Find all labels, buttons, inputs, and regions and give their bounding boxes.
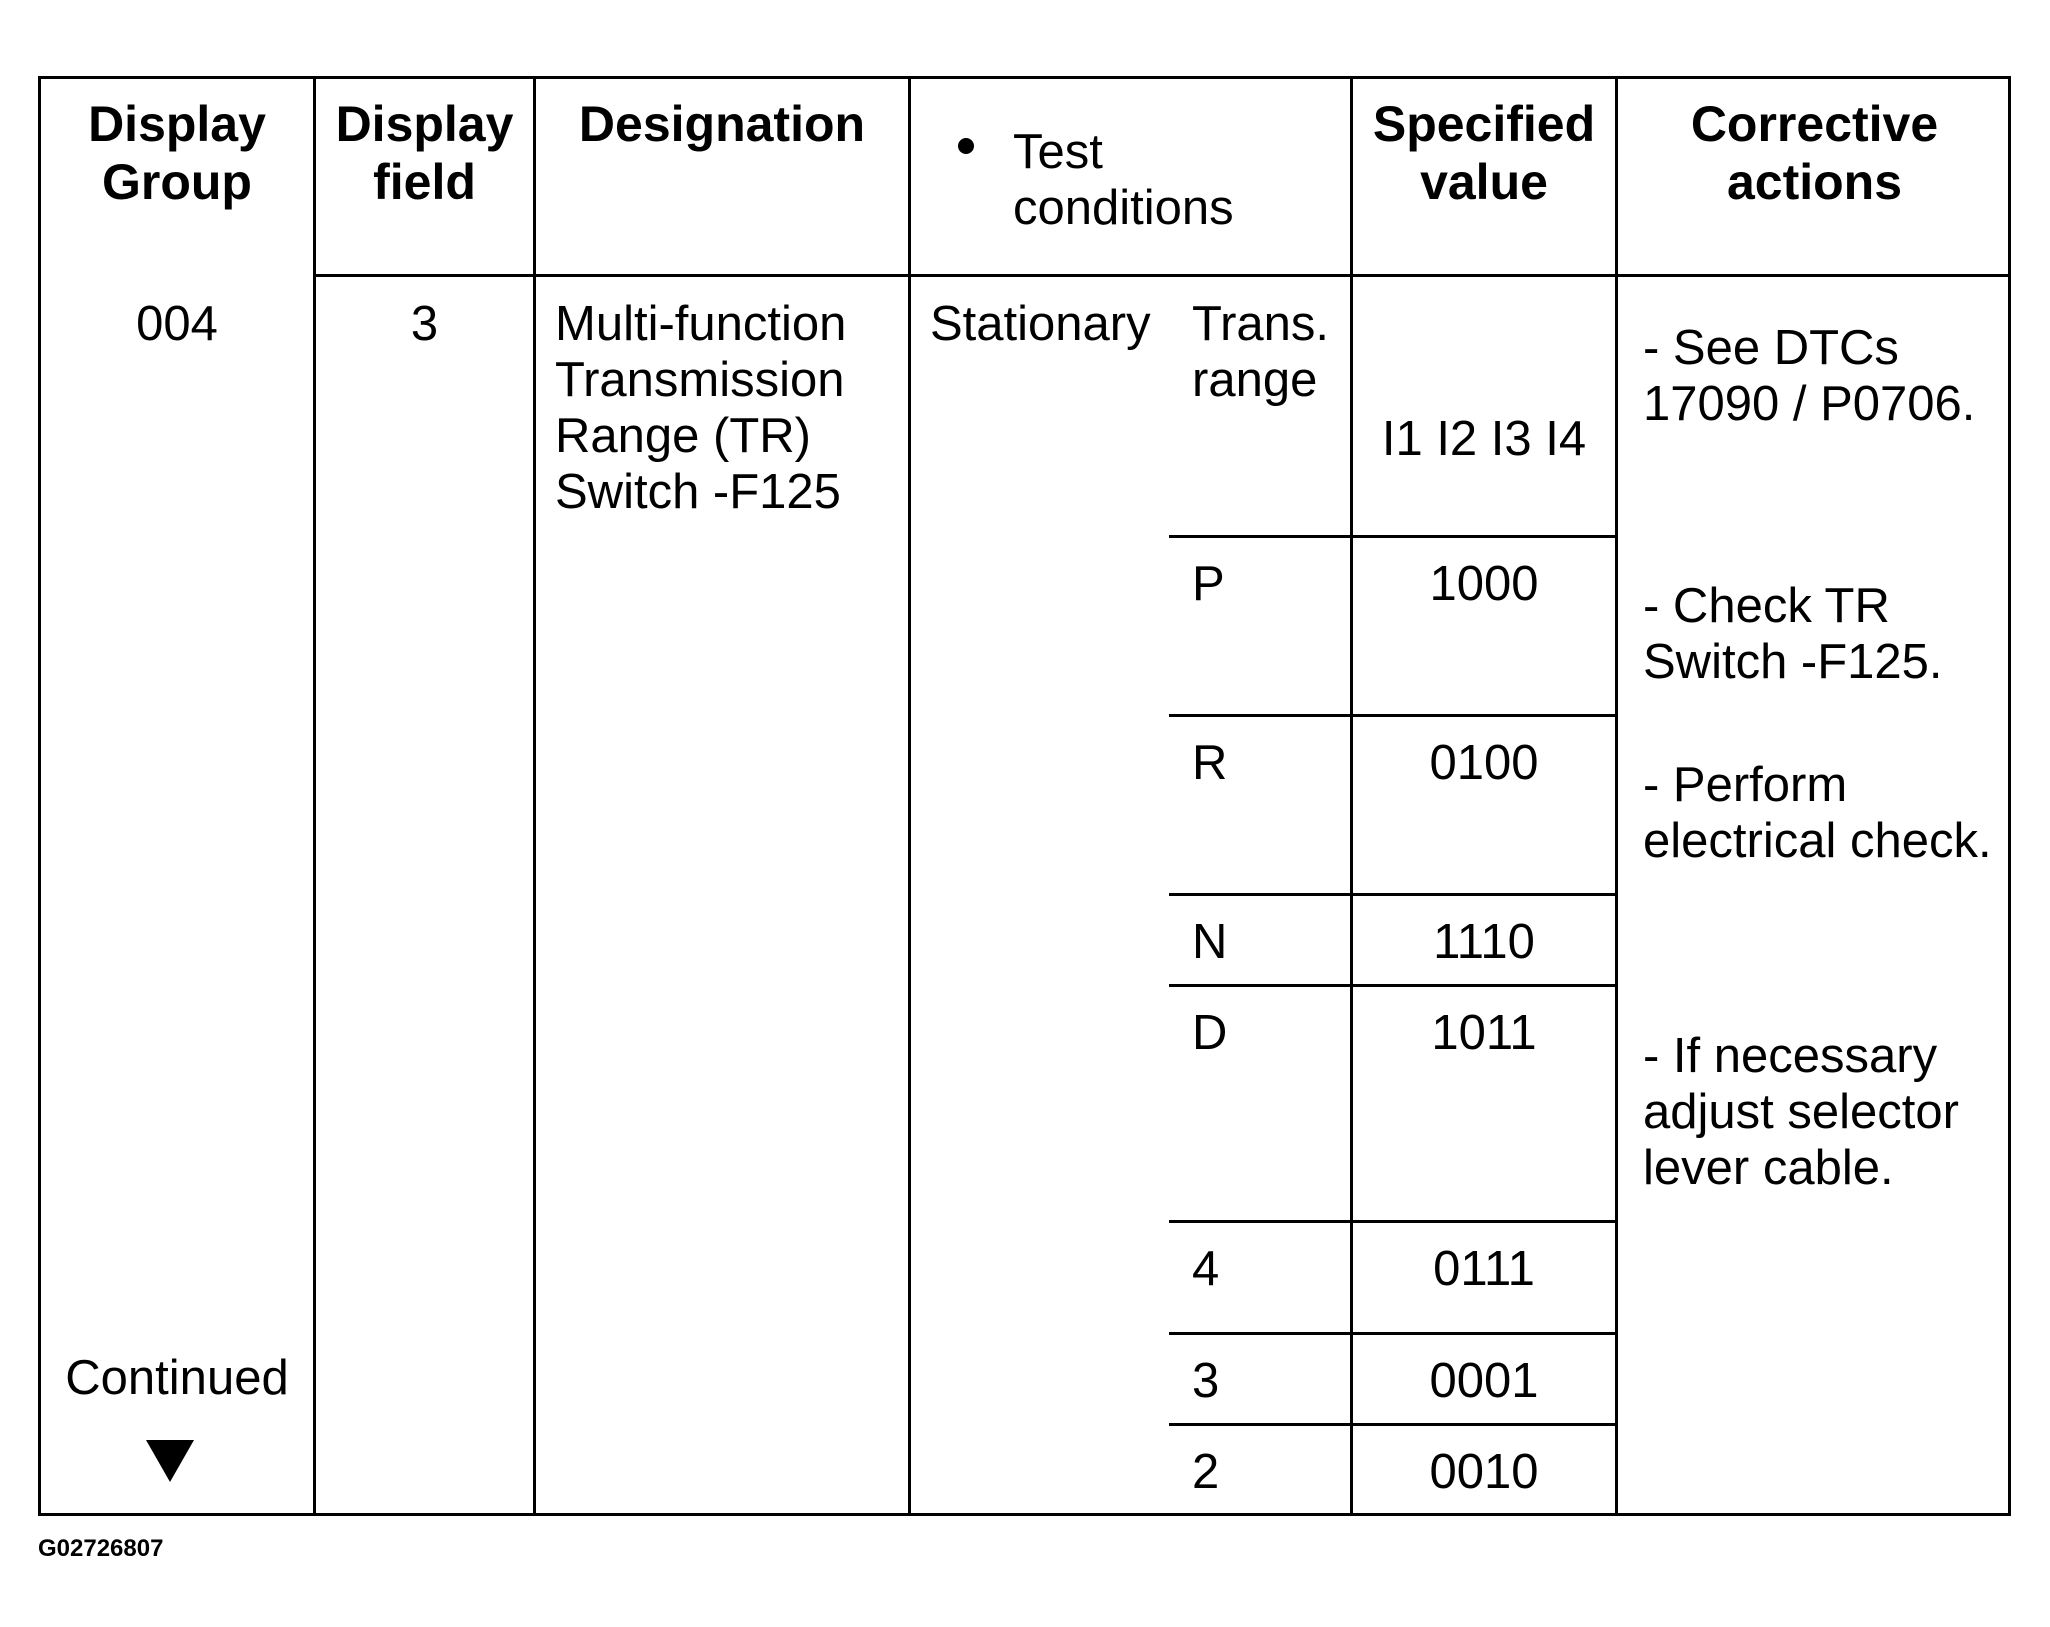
value-bits-header: I1 I2 I3 I4	[1381, 412, 1587, 466]
range-label: P	[1192, 557, 1225, 611]
display-group-value: 004	[136, 297, 218, 351]
range-label: 3	[1192, 1354, 1220, 1408]
column-divider	[1350, 76, 1353, 1516]
range-row-rule	[1169, 535, 1616, 538]
header-rule	[313, 274, 2011, 277]
column-divider	[908, 76, 911, 1516]
range-value: 0001	[1429, 1354, 1539, 1408]
range-value: 1011	[1431, 1006, 1537, 1060]
range-value: 0010	[1429, 1445, 1539, 1499]
range-row-rule	[1169, 1423, 1616, 1426]
continued-label: Continued	[65, 1351, 289, 1405]
display-field-value: 3	[410, 297, 439, 351]
corrective-action: - Perform electrical check.	[1643, 758, 1992, 868]
column-divider	[533, 76, 536, 1516]
corrective-action: - If necessary adjust selector lever cable.	[1643, 1029, 1959, 1195]
range-label: D	[1192, 1006, 1228, 1060]
range-row-rule	[1169, 893, 1616, 896]
header-designation: Designation	[578, 96, 866, 152]
header-display-group: Display Group	[88, 96, 266, 210]
figure-id: G02726807	[38, 1535, 164, 1562]
range-label: 2	[1192, 1445, 1220, 1499]
range-label: 4	[1192, 1242, 1220, 1296]
header-display-field: Display field	[335, 96, 514, 210]
corrective-action: - See DTCs 17090 / P0706.	[1643, 321, 1976, 431]
range-value: 0100	[1429, 736, 1539, 790]
down-arrow-icon	[146, 1440, 194, 1482]
bullet-icon	[958, 138, 974, 154]
test-condition-value: Stationary	[930, 297, 1151, 351]
range-row-rule	[1169, 714, 1616, 717]
range-label: N	[1192, 915, 1228, 969]
range-value: 0111	[1433, 1242, 1535, 1296]
range-value: 1110	[1433, 915, 1535, 969]
range-row-rule	[1169, 984, 1616, 987]
header-corrective-actions: Corrective actions	[1690, 96, 1939, 210]
column-divider	[1615, 76, 1618, 1516]
range-row-rule	[1169, 1332, 1616, 1335]
column-divider	[313, 76, 316, 1516]
designation-value: Multi-function Transmission Range (TR) Switch -F125	[555, 297, 847, 519]
header-specified-value: Specified value	[1372, 96, 1596, 210]
corrective-action: - Check TR Switch -F125.	[1643, 579, 1943, 689]
range-value: 1000	[1429, 557, 1539, 611]
trans-range-header: Trans. range	[1192, 297, 1330, 407]
range-row-rule	[1169, 1220, 1616, 1223]
range-label: R	[1192, 736, 1228, 790]
header-test-conditions: Test conditions	[1013, 125, 1234, 235]
